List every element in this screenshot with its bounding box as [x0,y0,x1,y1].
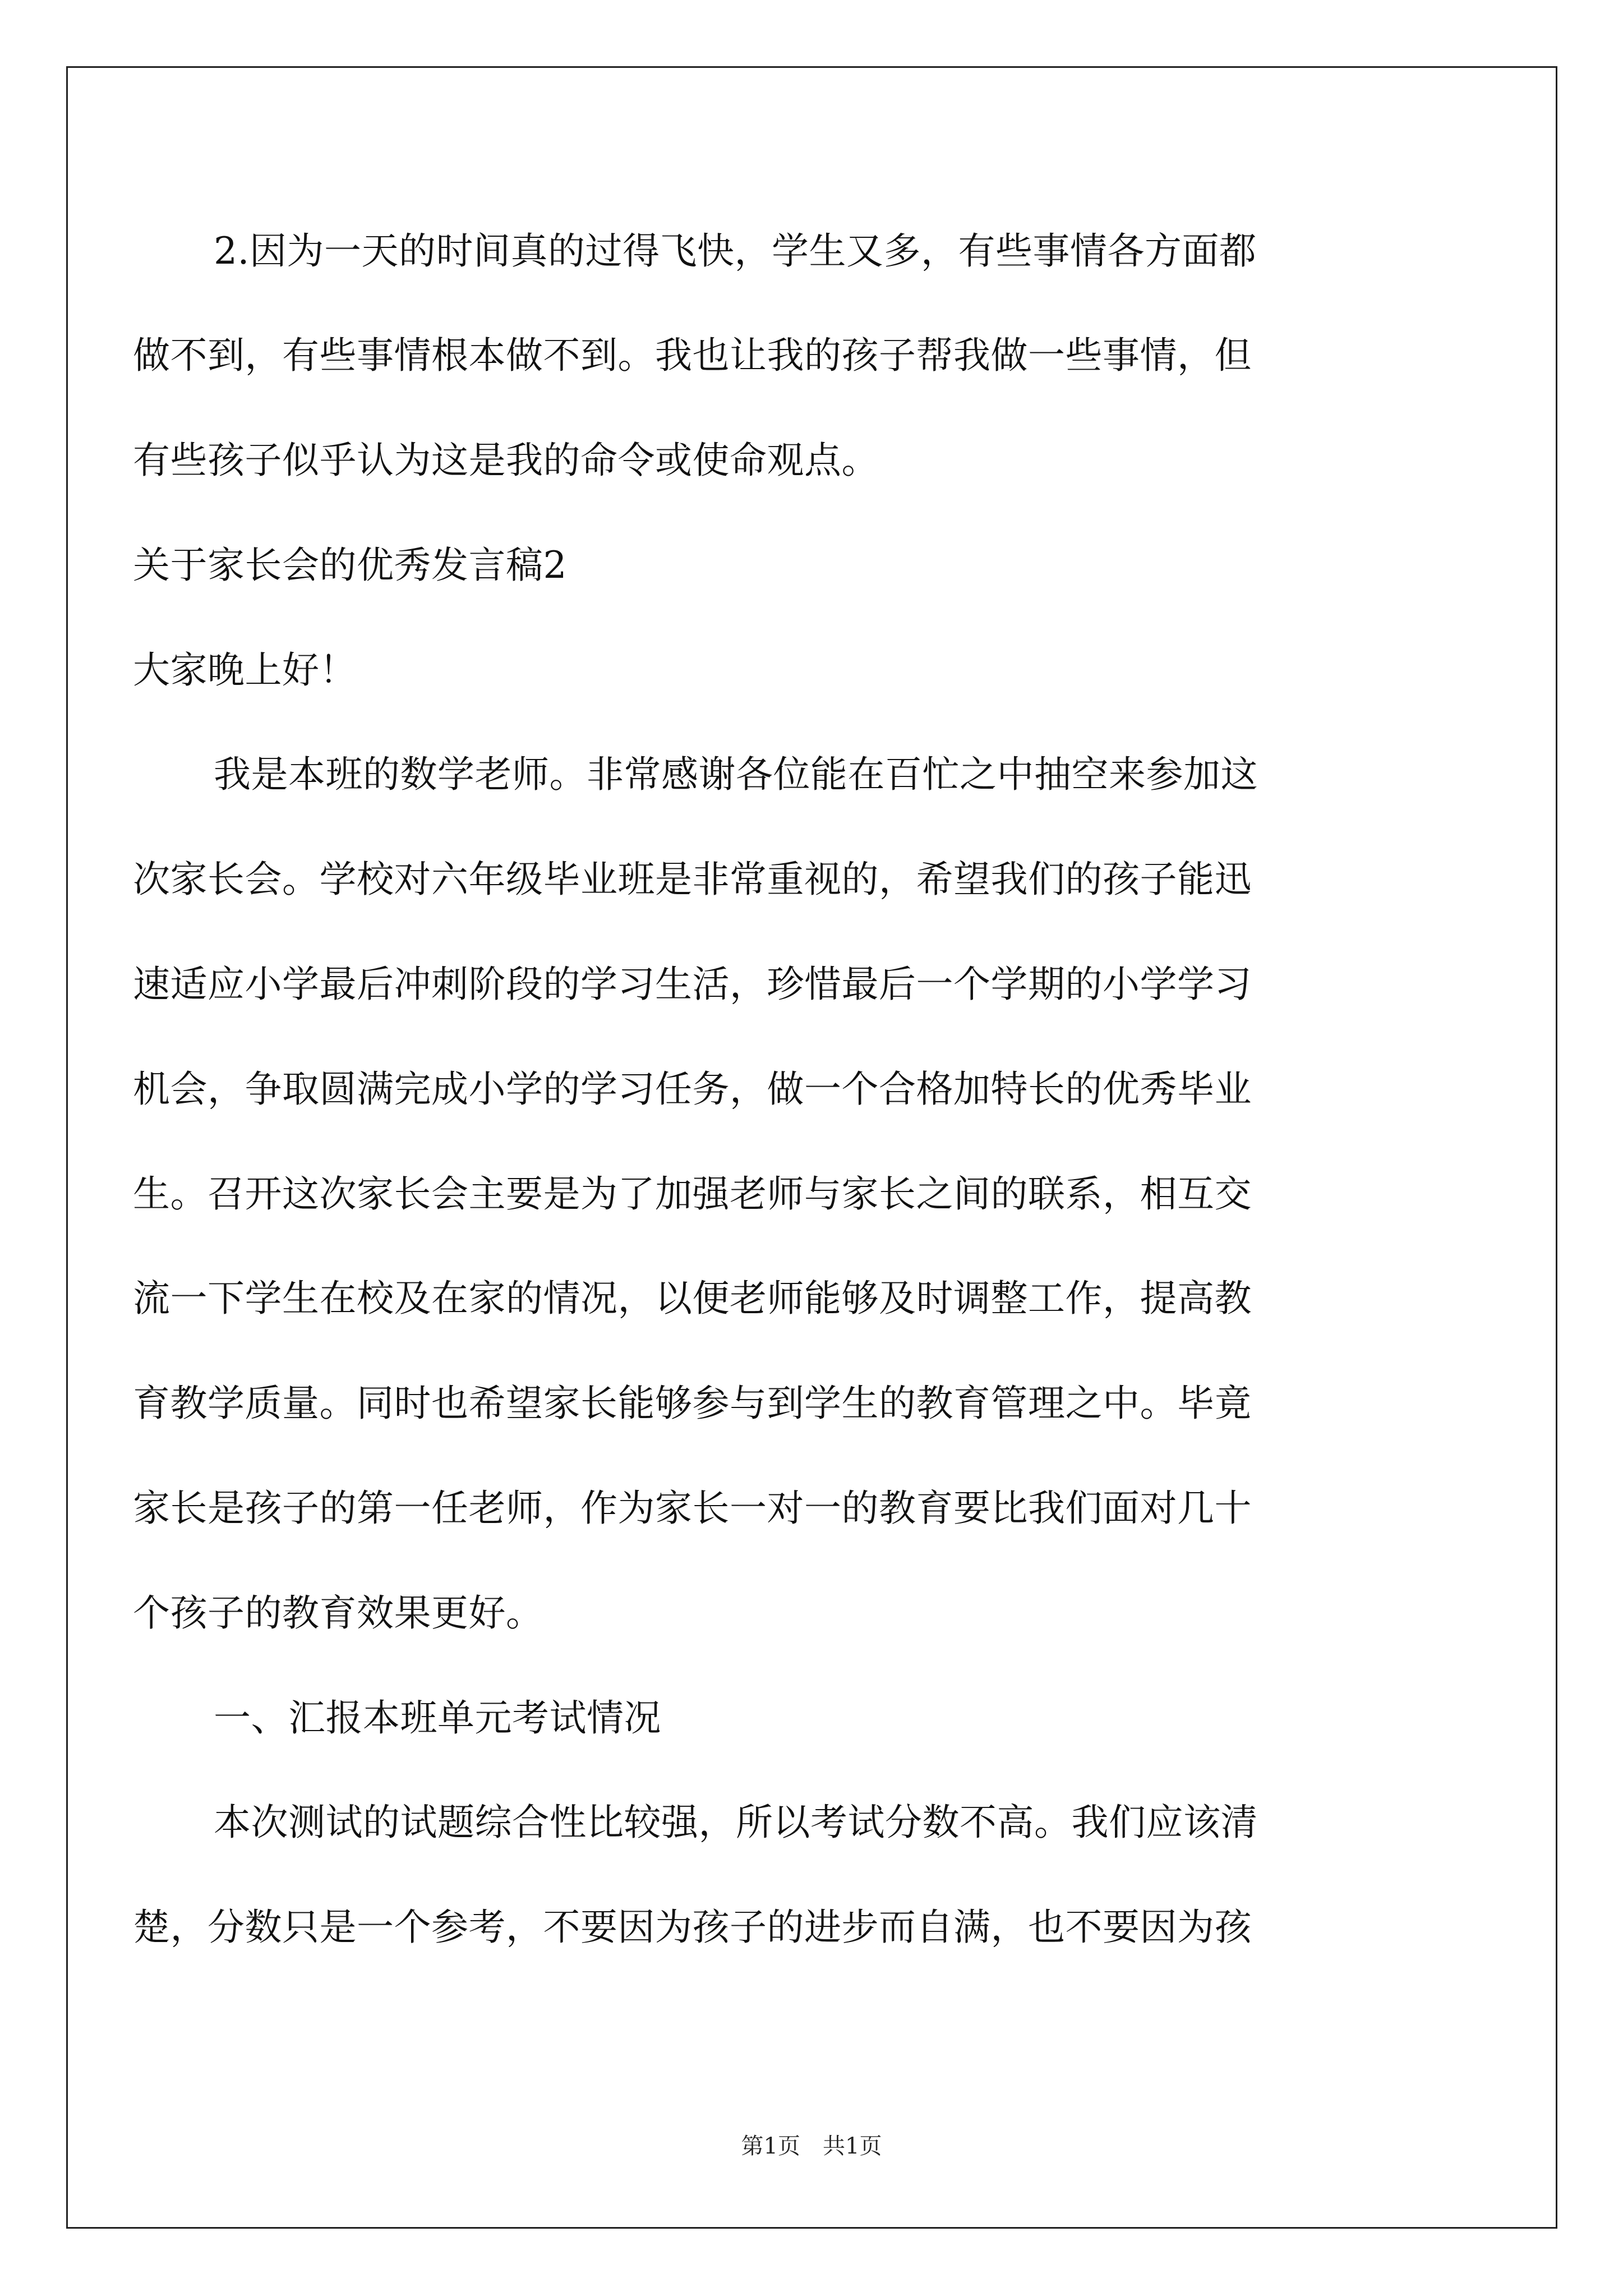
paragraph-line: 育教学质量。同时也希望家长能够参与到学生的教育管理之中。毕竟 [133,1382,1252,1425]
paragraph-line: 流一下学生在校及在家的情况，以便老师能够及时调整工作，提高教 [133,1277,1252,1320]
paragraph-line: 生。召开这次家长会主要是为了加强老师与家长之间的联系，相互交 [133,1172,1252,1216]
greeting-line: 大家晚上好！ [133,648,357,692]
paragraph-line: 机会，争取圆满完成小学的学习任务，做一个合格加特长的优秀毕业 [133,1068,1252,1111]
page-number-footer: 第1页 共1页 [741,2133,882,2159]
paragraph-line: 我是本班的数学老师。非常感谢各位能在百忙之中抽空来参加这 [214,753,1258,796]
paragraph-line: 有些孩子似乎认为这是我的命令或使命观点。 [133,439,879,482]
paragraph-line: 次家长会。学校对六年级毕业班是非常重视的，希望我们的孩子能迅 [133,858,1252,901]
paragraph-line: 家长是孩子的第一任老师，作为家长一对一的教育要比我们面对几十 [133,1487,1252,1530]
section-heading: 关于家长会的优秀发言稿2 [133,544,567,587]
paragraph-line: 楚，分数只是一个参考，不要因为孩子的进步而自满，也不要因为孩 [133,1906,1252,1949]
paragraph-line: 个孩子的教育效果更好。 [133,1591,543,1635]
paragraph-line: 速适应小学最后冲刺阶段的学习生活，珍惜最后一个学期的小学学习 [133,963,1252,1006]
paragraph-line: 2.因为一天的时间真的过得飞快，学生又多，有些事情各方面都 [214,229,1257,273]
subheading-line: 一、汇报本班单元考试情况 [214,1696,661,1740]
paragraph-line: 本次测试的试题综合性比较强，所以考试分数不高。我们应该清 [214,1801,1258,1844]
paragraph-line: 做不到，有些事情根本做不到。我也让我的孩子帮我做一些事情，但 [133,334,1252,377]
